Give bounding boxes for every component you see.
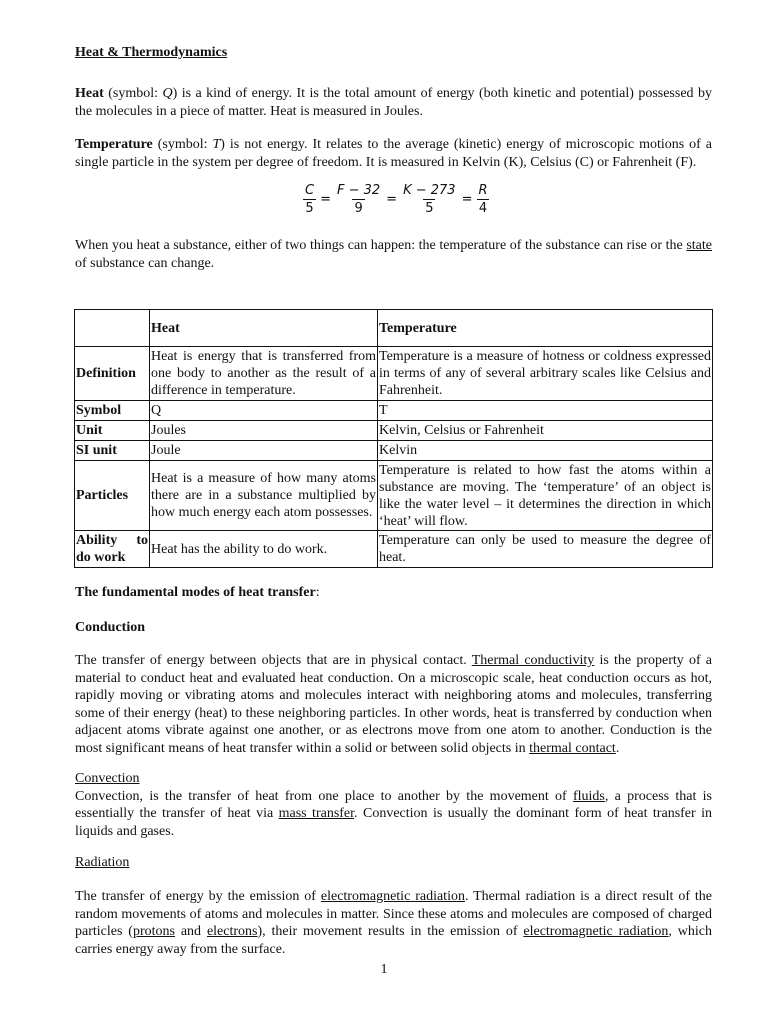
text: Convection, is the transfer of heat from one place to another by the movement of: [75, 788, 573, 804]
text: of substance can change.: [75, 255, 215, 271]
heading-text: The fundamental modes of heat transfer: [75, 585, 316, 600]
table-cell: Q: [150, 401, 378, 421]
convection-section: [75, 770, 712, 840]
table-cell: Heat is energy that is transferred from one body to another as the result of a difference in temperature.: [150, 347, 378, 401]
table-row: [75, 441, 713, 461]
temperature-term: Temperature: [75, 137, 153, 152]
text: . Thermal radiation is a direct result of the random movements of atoms and molecules in matter. Since these atoms and molecules are composed of charged particles (: [75, 889, 713, 939]
row-label: Unit: [75, 421, 150, 441]
text: is the property of a material to conduct heat and evaluated heat conduction. On a microscopic scale, heat conduction occurs as hot, rapidly moving or vibrating atoms and molecules interact with neighboring atoms and molecules, transferring some of their energy (heat) to these neighboring particles. In other words, heat is transferred by conduction when adjacent atoms vibrate against one another, or as electrons move from one atom to another. Conduction is the most significant means of heat transfer within a solid or between solid objects in: [75, 653, 713, 756]
numerator: F − 32: [336, 183, 381, 198]
equals: =: [461, 192, 473, 207]
text: , which carries energy away from the surface.: [75, 924, 712, 957]
radiation-heading-text: Radiation: [75, 855, 130, 870]
table-row: [75, 461, 713, 531]
header-cell: Temperature: [378, 310, 713, 347]
temperature-symbol: T: [212, 137, 221, 152]
when-paragraph: [75, 237, 712, 272]
text: (symbol:: [152, 137, 213, 152]
table-cell: Heat has the ability to do work.: [150, 531, 378, 568]
numerator: K − 273: [403, 183, 456, 198]
row-label: Definition: [75, 347, 150, 401]
table-cell: Joules: [150, 421, 378, 441]
conduction-paragraph: [75, 652, 712, 757]
denominator: 9: [354, 201, 363, 216]
document-title: Heat & Thermodynamics: [75, 45, 228, 60]
equals: =: [320, 192, 331, 207]
row-label: Particles: [75, 461, 150, 531]
table-row: [75, 347, 713, 401]
table-cell: Joule: [150, 441, 378, 461]
table-cell: Heat is a measure of how many atoms there are in a substance multiplied by how much energy each atom possesses.: [150, 461, 378, 531]
convection-heading: Convection: [75, 771, 140, 786]
table-cell: Temperature is a measure of hotness or coldness expressed in terms of any of several arbitrary scales like Celsius and Fahrenheit.: [378, 347, 713, 401]
text: :: [315, 585, 320, 600]
denominator: 5: [305, 201, 314, 216]
text: , a process that is essentially the transfer of heat via: [75, 788, 712, 821]
text: .: [615, 740, 620, 756]
protons-link[interactable]: protons: [132, 924, 175, 939]
fraction-r: [476, 182, 489, 217]
modes-heading: [75, 584, 712, 602]
table-cell: Kelvin: [378, 441, 713, 461]
thermal-contact-link[interactable]: thermal contact: [529, 740, 616, 756]
text: (symbol:: [103, 86, 163, 101]
fraction-f: [335, 182, 382, 217]
text: ) is not energy. It relates to the average (kinetic) energy of microscopic motions of a single particle in the system per degree of freedom. It is measured in Kelvin (K), Celsius (C) or Fahrenheit (F).: [75, 137, 713, 170]
fraction-c: [303, 182, 316, 217]
thermal-conductivity-link[interactable]: Thermal conductivity: [471, 653, 595, 668]
text: When you heat a substance, either of two things can happen: the temperature of the substance can rise or the: [75, 238, 687, 253]
conduction-heading: Conduction: [75, 620, 146, 635]
header-cell: [75, 310, 150, 347]
denominator: 5: [425, 201, 434, 216]
text: and: [174, 924, 207, 939]
row-label: SI unit: [75, 441, 150, 461]
text: . Convection is usually the dominant form of heat transfer in liquids and gases.: [75, 806, 712, 839]
fraction-k: [401, 182, 458, 217]
heat-paragraph: [75, 85, 712, 120]
electromagnetic-radiation-link[interactable]: electromagnetic radiation: [523, 924, 669, 939]
table-row: [75, 531, 713, 568]
table-row: [75, 401, 713, 421]
header-cell: Heat: [150, 310, 378, 347]
table-cell: Temperature is related to how fast the atoms within a substance are moving. The ‘temperature’ of an object is like the water level – it determines the direction in which ‘heat’ will flow.: [379, 462, 711, 529]
row-label: Ability to do work: [75, 531, 150, 568]
radiation-paragraph: [75, 888, 712, 958]
fluids-link[interactable]: fluids: [572, 788, 605, 804]
numerator: R: [478, 183, 488, 198]
heat-symbol: Q: [162, 86, 173, 101]
text: ) is a kind of energy. It is the total amount of energy (both kinetic and potential) possessed by the molecules in a piece of matter. Heat is measured in Joules.: [75, 86, 712, 119]
numerator: C: [305, 183, 315, 198]
state-link[interactable]: state: [686, 238, 712, 253]
text: ), their movement results in the emission of: [257, 924, 524, 939]
text: The transfer of energy between objects that are in physical contact.: [75, 653, 472, 668]
table-row: [75, 421, 713, 441]
text: The transfer of energy by the emission of: [75, 889, 321, 904]
page-number: 1: [380, 962, 388, 977]
denominator: 4: [478, 201, 488, 216]
heat-term: Heat: [75, 86, 104, 101]
conversion-formula: [300, 182, 493, 217]
temperature-paragraph: [75, 136, 712, 171]
table-cell: Kelvin, Celsius or Fahrenheit: [378, 421, 713, 441]
table-header-row: [75, 310, 713, 347]
electromagnetic-radiation-link[interactable]: electromagnetic radiation: [320, 889, 465, 904]
table-cell: Temperature can only be used to measure the degree of heat.: [378, 531, 713, 568]
mass-transfer-link[interactable]: mass transfer: [278, 806, 355, 821]
radiation-heading: [75, 854, 712, 872]
equals: =: [386, 192, 398, 207]
table-cell: T: [378, 401, 713, 421]
electrons-link[interactable]: electrons: [206, 924, 258, 939]
heat-vs-temperature-table: [74, 309, 713, 568]
row-label: Symbol: [75, 401, 150, 421]
